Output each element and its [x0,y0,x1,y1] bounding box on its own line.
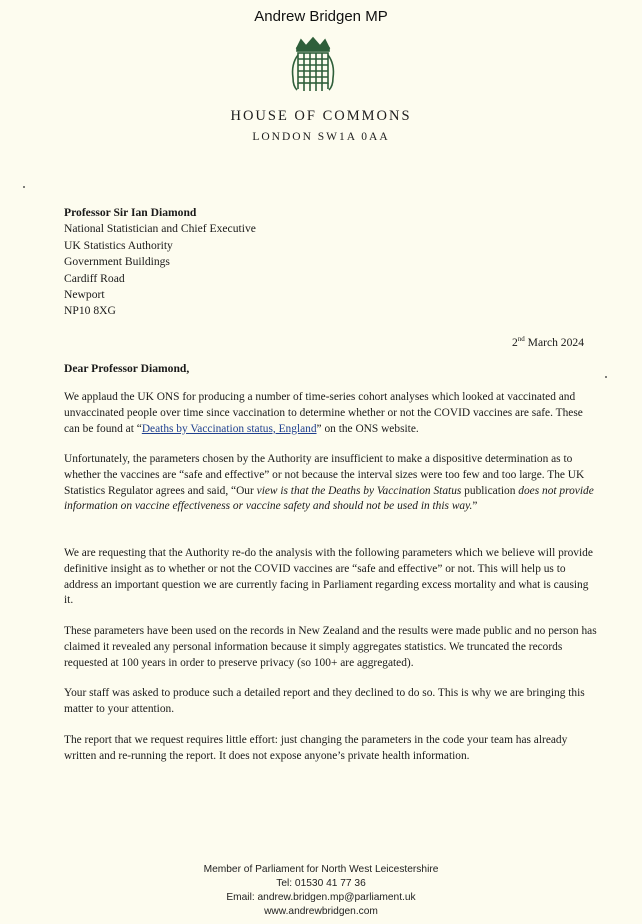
footer-email[interactable]: Email: andrew.bridgen.mp@parliament.uk [226,892,416,903]
recipient-building: Government Buildings [64,255,170,269]
recipient-org: UK Statistics Authority [64,238,173,252]
scan-speck [23,186,25,188]
date-month-year: March 2024 [524,335,584,349]
footer-constituency: Member of Parliament for North West Leicestershire [203,864,439,875]
salutation: Dear Professor Diamond, [64,362,190,375]
recipient-name: Professor Sir Ian Diamond [64,206,197,219]
p2-quote-2: does not provide information on vaccine effectiveness or vaccine safety and should not be used in this way. [64,484,594,513]
date-suffix: nd [517,335,525,343]
footer-website[interactable]: www.andrewbridgen.com [264,906,378,917]
paragraph-4: These parameters have been used on the records in New Zealand and the results were made public and no person has claimed it revealed any personal information because it simply aggregates statistics. We truncated the records requested at 100 years in order to preserve privacy (so 100+ are aggregated). [64,625,597,669]
london-address: LONDON SW1A 0AA [252,131,390,143]
letter-date [512,335,584,349]
paragraph-2 [64,452,600,515]
paragraph-1 [64,390,600,437]
recipient-road: Cardiff Road [64,271,125,285]
scan-speck [605,376,607,378]
ons-link[interactable]: Deaths by Vaccination status, England [141,422,317,435]
p2-text-b: publication [461,484,519,497]
house-of-commons-heading: HOUSE OF COMMONS [230,108,412,124]
recipient-title: National Statistician and Chief Executive [64,222,256,236]
paragraph-3: We are requesting that the Authority re-do the analysis with the following parameters which we believe will provide definitive insight as to whether or not the COVID vaccines are “safe and effective” or not. This will help us to address an important question we are currently facing in Parliament regarding excess mortality and what is causing it. [64,547,593,607]
p2-quote-1: view is that the Deaths by Vaccination Status [256,484,462,497]
paragraph-6: The report that we request requires little effort: just changing the parameters in the code your team has already written and re-running the report. It does not expose anyone’s private health information. [64,734,568,762]
recipient-town: Newport [64,288,105,302]
mp-name: Andrew Bridgen MP [254,8,388,25]
date-day: 2 [511,335,518,349]
recipient-address [64,205,256,320]
recipient-postcode: NP10 8XG [64,304,116,318]
footer-tel: Tel: 01530 41 77 36 [276,878,366,889]
portcullis-icon [287,36,339,94]
p2-text-c: ” [472,500,478,513]
p1-text-b: ” on the ONS website. [316,422,419,435]
p2-text-a: Unfortunately, the parameters chosen by the Authority are insufficient to make a dispositive determination as to whether the vaccines are “safe and effective” or not because the interval sizes were too few and too large. The UK Statistics Regulator agrees and said, “Our [64,453,585,497]
paragraph-5: Your staff was asked to produce such a detailed report and they declined to do so. This is why we are bringing this matter to your attention. [64,687,585,715]
p1-text-a: We applaud the UK ONS for producing a number of time-series cohort analyses which looked at vaccinated and unvaccinated people over time since vaccination to determine whether or not the COVID vaccines are safe. These can be found at “ [64,391,583,435]
